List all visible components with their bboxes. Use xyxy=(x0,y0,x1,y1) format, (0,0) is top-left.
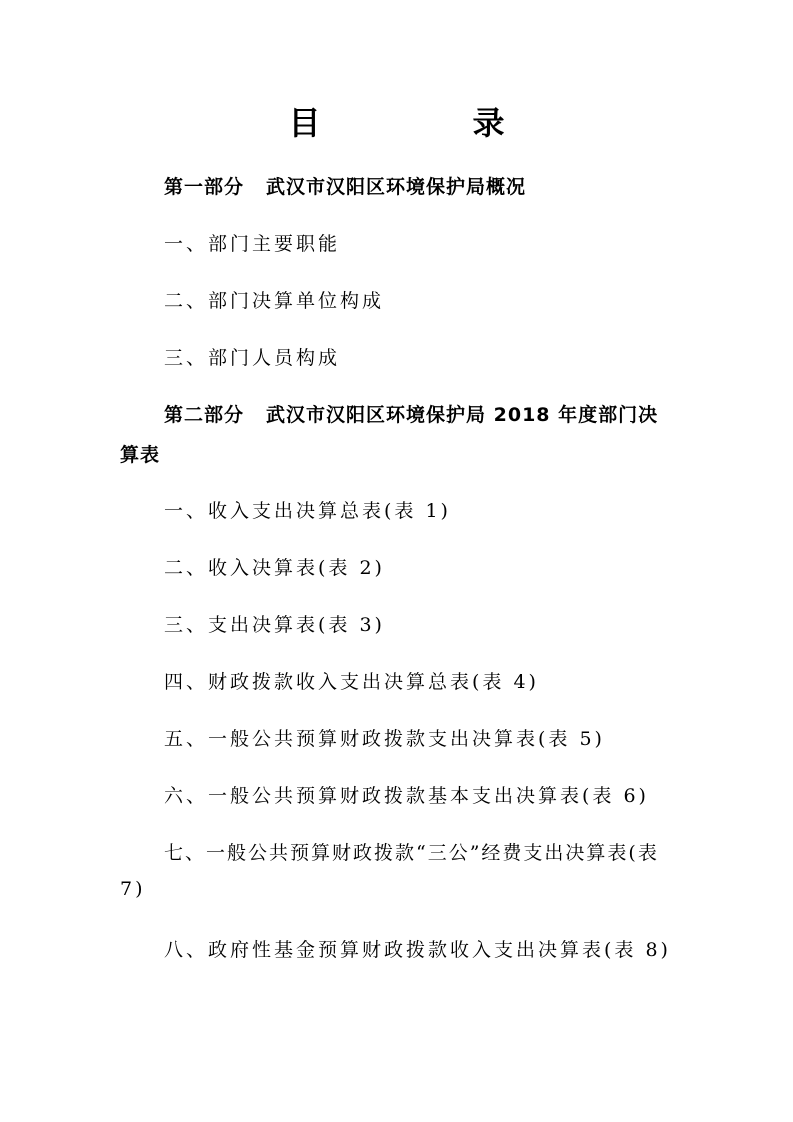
toc-item: 七、一般公共预算财政拨款“三公”经费支出决算表(表 xyxy=(164,842,659,864)
part2-label: 第二部分 xyxy=(164,404,245,426)
toc-item: 二、部门决算单位构成 xyxy=(164,290,385,312)
toc-item: 一、部门主要职能 xyxy=(164,233,341,255)
toc-item: 一、收入支出决算总表(表 1) xyxy=(164,500,451,522)
part2-name-line2: 算表 xyxy=(120,444,161,466)
part1-name: 武汉市汉阳区环境保护局概况 xyxy=(266,176,527,198)
toc-item: 四、财政拨款收入支出决算总表(表 4) xyxy=(164,671,539,693)
toc-item: 五、一般公共预算财政拨款支出决算表(表 5) xyxy=(164,728,605,750)
part1-label: 第一部分 xyxy=(164,176,245,198)
toc-item: 三、支出决算表(表 3) xyxy=(164,614,385,636)
part1-heading xyxy=(120,172,724,199)
toc-item: 八、政府性基金预算财政拨款收入支出决算表(表 8) xyxy=(164,939,671,961)
part2-heading xyxy=(120,400,724,427)
toc-item-continuation: 7) xyxy=(120,878,146,900)
part2-name-line1: 武汉市汉阳区环境保护局 2018 年度部门决 xyxy=(266,404,659,426)
toc-item: 二、收入决算表(表 2) xyxy=(164,557,385,579)
toc-item: 六、一般公共预算财政拨款基本支出决算表(表 6) xyxy=(164,785,649,807)
toc-item: 三、部门人员构成 xyxy=(164,347,341,369)
page-title: 目 录 xyxy=(288,104,565,142)
